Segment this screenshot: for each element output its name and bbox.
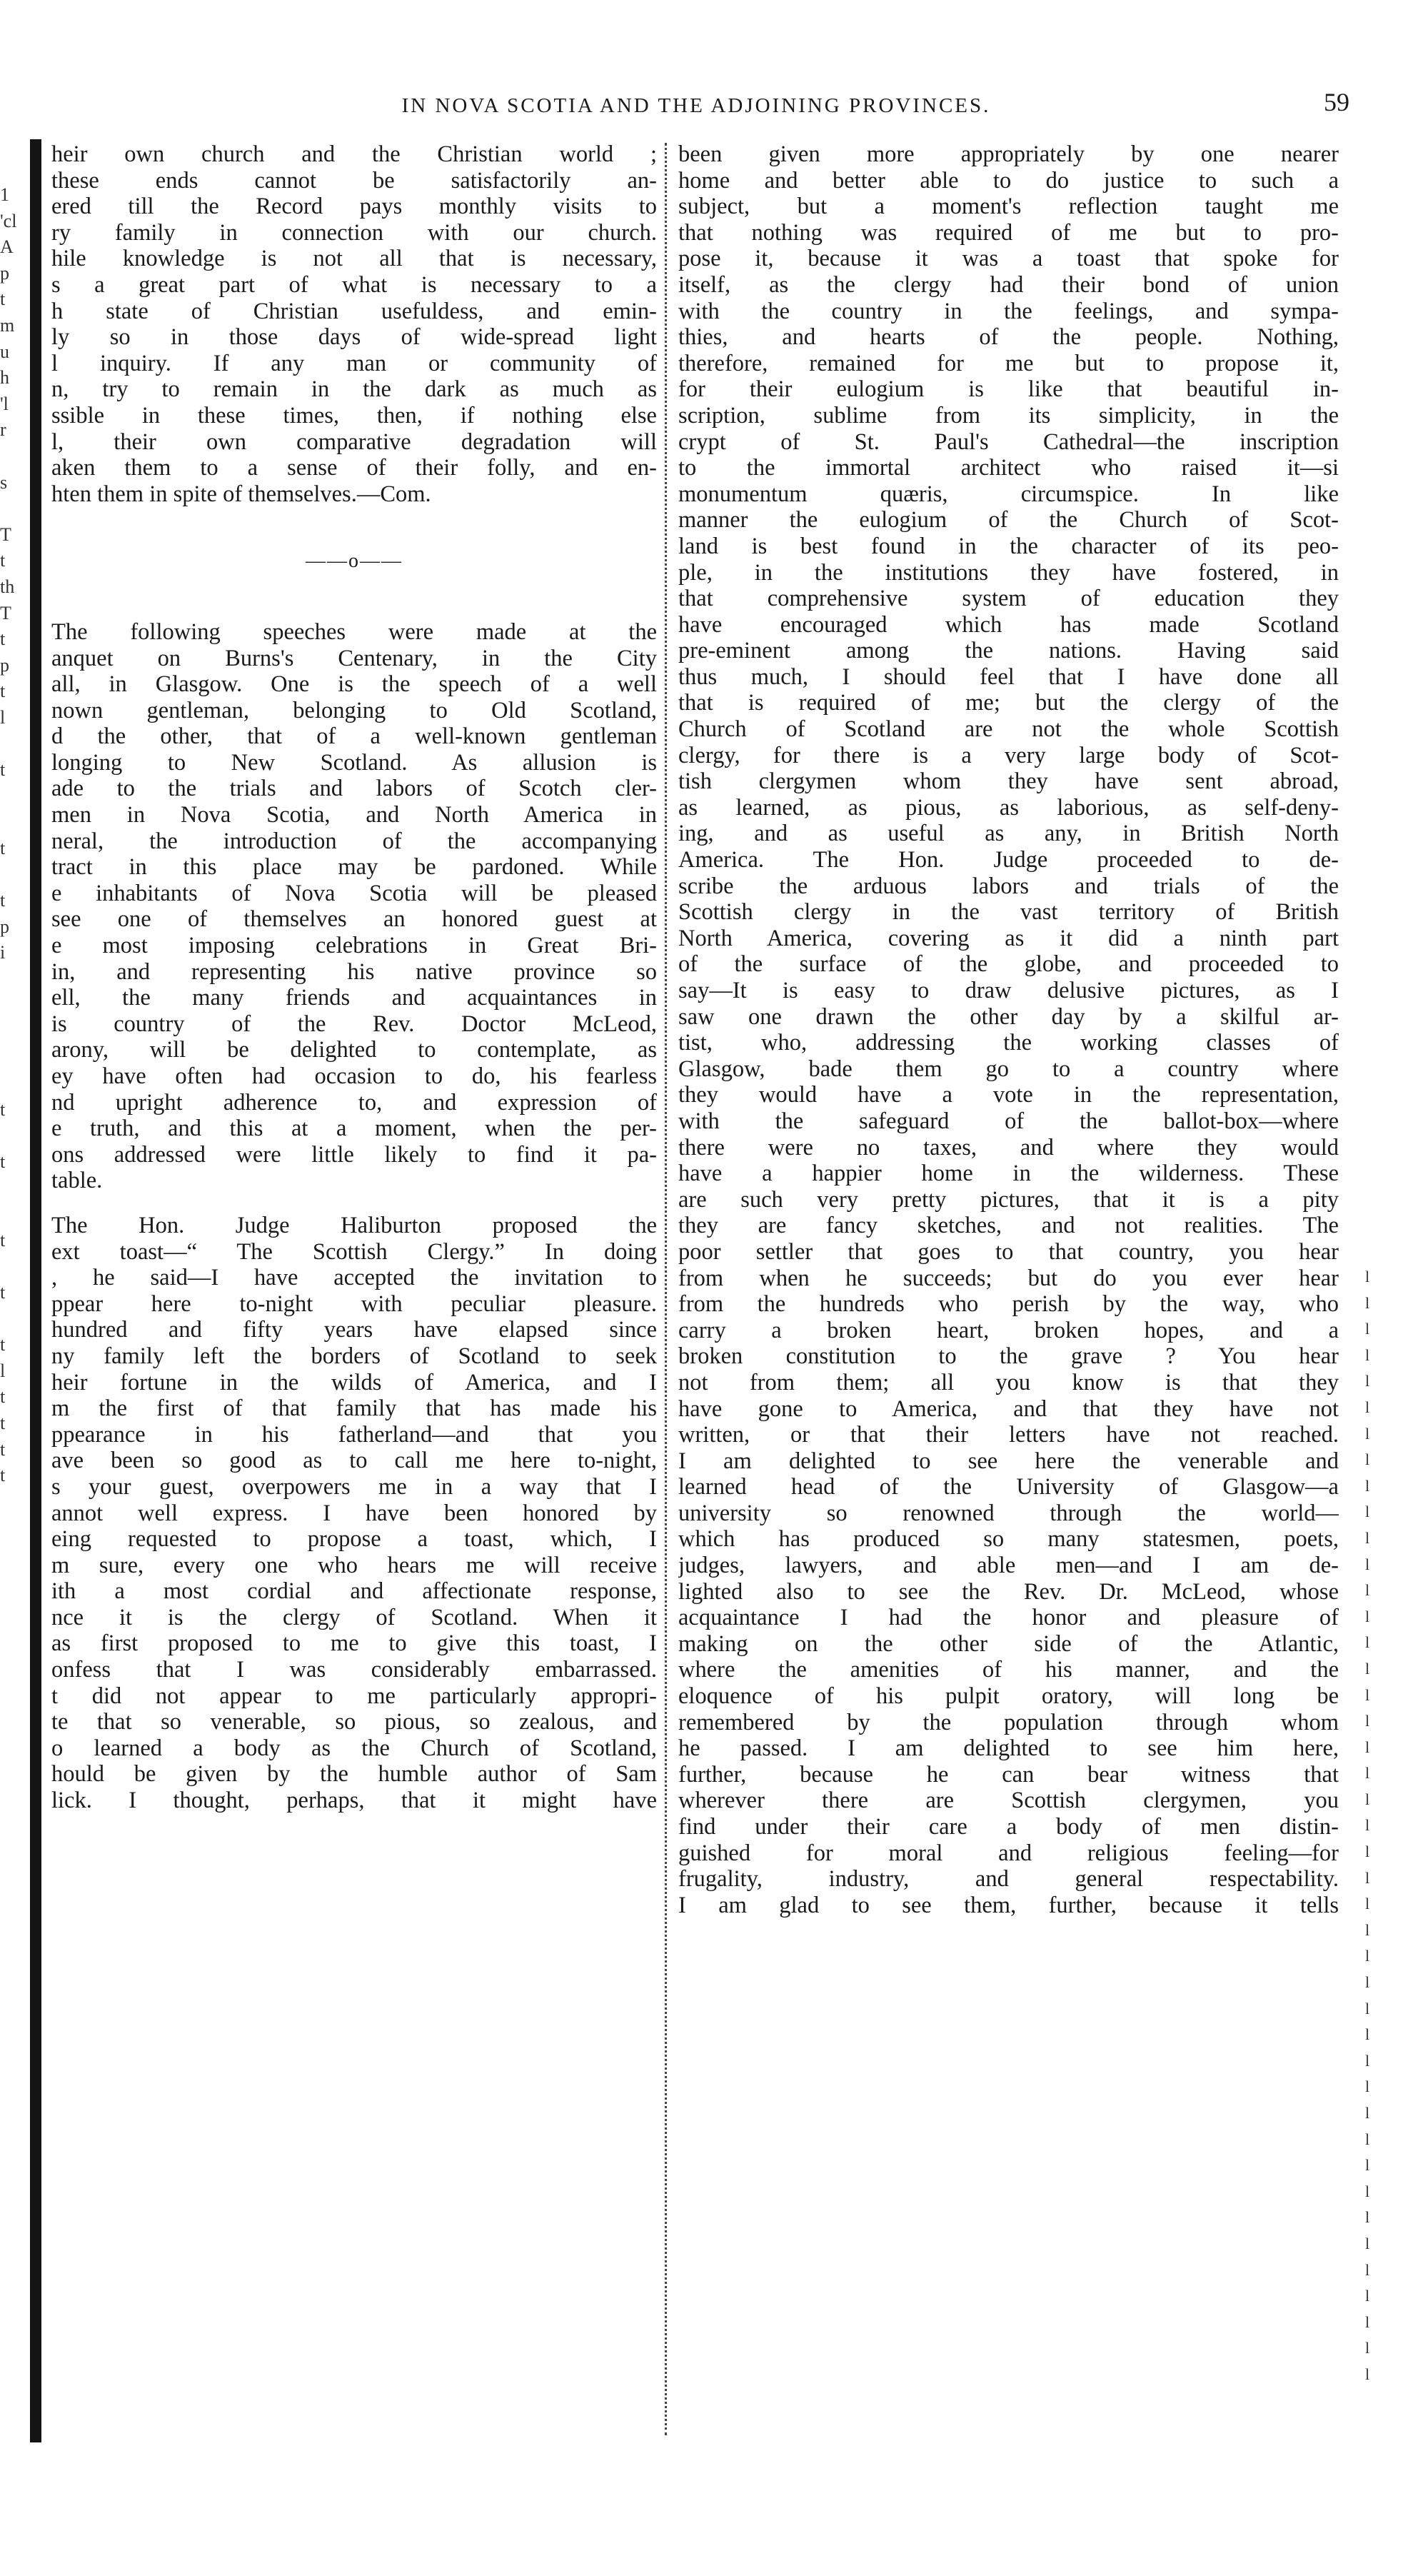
text-line: acquaintance I had the honor and pleasure of (678, 1605, 1339, 1631)
text-line: where the amenities of his manner, and the (678, 1657, 1339, 1683)
margin-fragment: 1 (0, 184, 9, 205)
text-line: are such very pretty pictures, that it is a pity (678, 1186, 1339, 1213)
margin-fragment (0, 1045, 29, 1071)
margin-fragment: l (1364, 1685, 1370, 1704)
text-line: university so renowned through the world— (678, 1500, 1339, 1526)
margin-fragment: l (1364, 1607, 1370, 1625)
margin-fragment: l (1364, 1268, 1370, 1286)
margin-fragment (0, 783, 29, 810)
margin-fragment: 'cl (0, 210, 17, 231)
text-line: e most imposing celebrations in Great Bri- (51, 933, 657, 959)
margin-fragment: t (0, 628, 6, 650)
text-line: to the immortal architect who raised it—si (678, 455, 1339, 481)
text-line: that nothing was required of me but to pro- (678, 219, 1339, 246)
text-line: eing requested to propose a toast, which, I (51, 1526, 657, 1553)
text-line: m the first of that family that has made his (51, 1395, 657, 1422)
margin-fragment (0, 1489, 29, 1515)
text-line: have encouraged which has made Scotland (678, 611, 1339, 638)
text-line: ell, the many friends and acquaintances in (51, 985, 657, 1011)
margin-fragment (0, 1201, 29, 1228)
margin-fragment: l (1364, 1581, 1370, 1600)
text-line: ith a most cordial and affectionate response, (51, 1578, 657, 1605)
text-line: nd upright adherence to, and expression of (51, 1089, 657, 1116)
text-line: , he said—I have accepted the invitation to (51, 1265, 657, 1291)
text-line: I am delighted to see here the venerable and (678, 1448, 1339, 1474)
margin-fragment: l (1364, 1398, 1370, 1416)
text-line: onfess that I was considerably embarrassed. (51, 1657, 657, 1683)
margin-fragment: l (1364, 1999, 1370, 2018)
text-line: anquet on Burns's Centenary, in the City (51, 645, 657, 671)
margin-fragment: l (1364, 2287, 1370, 2305)
text-line: therefore, remained for me but to propose it, (678, 350, 1339, 376)
margin-fragment: p (0, 262, 9, 284)
text-line: hile knowledge is not all that is necessary, (51, 246, 657, 272)
margin-fragment: t (0, 1412, 6, 1433)
text-line: see one of themselves an honored guest at (51, 906, 657, 933)
text-line: he passed. I am delighted to see him here, (678, 1735, 1339, 1762)
right-margin-fragments (1353, 1264, 1382, 2407)
text-line: monumentum quæris, circumspice. In like (678, 481, 1339, 507)
margin-fragment: l (1364, 2365, 1370, 2383)
text-line: crypt of St. Paul's Cathedral—the inscription (678, 429, 1339, 455)
margin-fragment: l (1364, 1450, 1370, 1469)
binding-shadow (30, 139, 41, 2442)
text-line: nown gentleman, belonging to Old Scotland, (51, 697, 657, 723)
margin-fragment: l (0, 706, 6, 728)
text-line: te that so venerable, so pious, so zealous, and (51, 1709, 657, 1735)
text-line: ppear here to-night with peculiar pleasure. (51, 1290, 657, 1317)
margin-fragment (0, 1176, 29, 1202)
text-line: find under their care a body of men distin- (678, 1814, 1339, 1840)
text-line: remembered by the population through whom (678, 1709, 1339, 1735)
margin-fragment: t (0, 681, 6, 702)
margin-fragment: l (1364, 2051, 1370, 2070)
text-line: ly so in those days of wide-spread light (51, 324, 657, 351)
text-line: as first proposed to me to give this toast, I (51, 1630, 657, 1657)
text-line: say—It is easy to draw delusive pictures, as I (678, 978, 1339, 1003)
text-line: m sure, every one who hears me will receive (51, 1552, 657, 1578)
margin-fragment (0, 809, 29, 836)
text-line: written, or that their letters have not reached. (678, 1422, 1339, 1448)
margin-fragment: l (1364, 2208, 1370, 2227)
margin-fragment: l (1364, 1345, 1370, 1364)
margin-fragment: l (1364, 1920, 1370, 1939)
margin-fragment: l (1364, 1476, 1370, 1495)
margin-fragment (0, 861, 29, 888)
text-line: hould be given by the humble author of Sam (51, 1761, 657, 1788)
text-line: l, their own comparative degradation will (51, 429, 657, 455)
text-line: ey have often had occasion to do, his fearless (51, 1063, 657, 1089)
margin-fragment: t (0, 1151, 6, 1172)
margin-fragment: l (1364, 2156, 1370, 2175)
text-line: scription, sublime from its simplicity, in the (678, 402, 1339, 429)
text-line: that is required of me; but the clergy of the (678, 690, 1339, 716)
text-line: which has produced so many statesmen, poets, (678, 1526, 1339, 1553)
text-line: subject, but a moment's reflection taught me (678, 194, 1339, 220)
margin-fragment (0, 443, 29, 470)
text-line: The following speeches were made at the (51, 618, 657, 645)
margin-fragment: l (1364, 1293, 1370, 1312)
text-line: t did not appear to me particularly appropri- (51, 1683, 657, 1709)
margin-fragment: t (0, 837, 6, 858)
text-line: frugality, industry, and general respectability. (678, 1866, 1339, 1893)
text-line: ing, and as useful as any, in British North (678, 821, 1339, 847)
text-line: Church of Scotland are not the whole Scottish (678, 716, 1339, 743)
text-line: hundred and fifty years have elapsed since (51, 1317, 657, 1343)
text-line: ry family in connection with our church. (51, 219, 657, 246)
text-line: that comprehensive system of education they (678, 586, 1339, 612)
margin-fragment (0, 1515, 29, 1541)
text-line: aken them to a sense of their folly, and en- (51, 455, 657, 481)
text-line: thus much, I should feel that I have done all (678, 663, 1339, 690)
text-line: e truth, and this at a moment, when the per- (51, 1116, 657, 1142)
text-line: d the other, that of a well-known gentleman (51, 723, 657, 750)
page-number: 59 (1324, 88, 1349, 116)
column-divider (665, 143, 667, 2435)
margin-fragment: l (1364, 1528, 1370, 1547)
margin-fragment: A (0, 236, 14, 258)
text-line: pre-eminent among the nations. Having said (678, 638, 1339, 664)
margin-fragment: t (0, 1438, 6, 1460)
margin-fragment: T (0, 602, 11, 623)
margin-fragment: l (1364, 1764, 1370, 1783)
text-line: they are fancy sketches, and not realities. The (678, 1213, 1339, 1239)
margin-fragment: l (1364, 1424, 1370, 1443)
margin-fragment: r (0, 419, 6, 441)
text-line: longing to New Scotland. As allusion is (51, 749, 657, 776)
margin-fragment: u (0, 341, 9, 362)
text-line: tish clergymen whom they have sent abroad, (678, 768, 1339, 795)
text-line: of the surface of the globe, and proceeded to (678, 951, 1339, 978)
text-line: have a happier home in the wilderness. These (678, 1161, 1339, 1187)
text-line: making on the other side of the Atlantic, (678, 1630, 1339, 1657)
text-line: neral, the introduction of the accompanying (51, 828, 657, 854)
text-line: Glasgow, bade them go to a country where (678, 1056, 1339, 1082)
margin-fragment: l (1364, 1947, 1370, 1965)
right-column (678, 141, 1339, 2441)
text-line: saw one drawn the other day by a skilful ar- (678, 1003, 1339, 1030)
text-line: with the safeguard of the ballot-box—where (678, 1108, 1339, 1134)
margin-fragment: l (1364, 2130, 1370, 2148)
margin-fragment: l (1364, 2260, 1370, 2279)
paragraph-library-note (51, 141, 657, 507)
margin-fragment (0, 1253, 29, 1280)
margin-fragment (0, 992, 29, 1018)
text-line: for their eulogium is like that beautiful in- (678, 376, 1339, 403)
running-header (43, 84, 1349, 127)
margin-fragment (0, 1306, 29, 1333)
text-line: learned head of the University of Glasgow—a (678, 1474, 1339, 1500)
text-line: thies, and hearts of the people. Nothing, (678, 324, 1339, 351)
margin-fragment: l (1364, 1555, 1370, 1573)
margin-fragment: t (0, 890, 6, 911)
margin-fragment: l (1364, 1790, 1370, 1808)
text-line: from the hundreds who perish by the way, who (678, 1291, 1339, 1318)
margin-fragment: t (0, 1281, 6, 1303)
margin-fragment: t (0, 1229, 6, 1251)
text-line: further, because he can bear witness that (678, 1761, 1339, 1788)
margin-fragment: l (1364, 2182, 1370, 2200)
margin-fragment: l (1364, 1738, 1370, 1756)
margin-fragment: l (1364, 1372, 1370, 1390)
margin-fragment (0, 1123, 29, 1149)
margin-fragment: l (1364, 2104, 1370, 2122)
text-line: annot well express. I have been honored by (51, 1500, 657, 1526)
margin-fragment: l (1364, 1659, 1370, 1678)
margin-fragment: t (0, 1098, 6, 1120)
margin-fragment: th (0, 576, 15, 597)
margin-fragment: l (1364, 1895, 1370, 1913)
margin-fragment (0, 966, 29, 993)
header-title: IN NOVA SCOTIA AND THE ADJOINING PROVINCES. (401, 94, 991, 117)
text-line: there were no taxes, and where they would (678, 1134, 1339, 1161)
margin-fragment: l (1364, 2078, 1370, 2096)
margin-fragment (0, 731, 29, 757)
text-line: itself, as the clergy had their bond of union (678, 271, 1339, 298)
left-margin-fragments (0, 182, 29, 1575)
margin-fragment: l (1364, 1973, 1370, 1992)
text-line: ade to the trials and labors of Scotch cler- (51, 776, 657, 802)
text-line: ext toast—“ The Scottish Clergy.” In doing (51, 1238, 657, 1265)
text-line: have gone to America, and that they have not (678, 1395, 1339, 1422)
text-line: h state of Christian usefuldess, and emin- (51, 298, 657, 324)
text-line: ppearance in his fatherland—and that you (51, 1421, 657, 1448)
text-line: as learned, as pious, as laborious, as self-deny- (678, 794, 1339, 821)
paragraph-burns-centenary-intro (51, 619, 657, 1194)
text-line: s a great part of what is necessary to a (51, 271, 657, 298)
text-line: with the country in the feelings, and sympa- (678, 298, 1339, 324)
text-line: America. The Hon. Judge proceeded to de- (678, 847, 1339, 873)
text-line: ave been so good as to call me here to-night, (51, 1448, 657, 1474)
text-line: been given more appropriately by one nearer (678, 141, 1339, 167)
margin-fragment: l (0, 1360, 6, 1381)
text-line: they would have a vote in the representation, (678, 1082, 1339, 1108)
margin-fragment: l (1364, 2234, 1370, 2252)
text-line: pose it, because it was a toast that spoke for (678, 246, 1339, 272)
text-line: e inhabitants of Nova Scotia will be pleased (51, 880, 657, 906)
text-line: l inquiry. If any man or community of (51, 350, 657, 376)
margin-fragment: l (1364, 2025, 1370, 2044)
text-line: n, try to remain in the dark as much as (51, 376, 657, 403)
margin-fragment (0, 1071, 29, 1097)
paragraph-haliburton-speech-continued (678, 141, 1339, 1918)
margin-fragment: l (1364, 2312, 1370, 2331)
text-line: eloquence of his pulpit oratory, will long be (678, 1683, 1339, 1710)
text-line: hten them in spite of themselves.—Com. (51, 481, 431, 507)
text-line: home and better able to do justice to such a (678, 167, 1339, 194)
margin-fragment: l (1364, 1816, 1370, 1835)
text-line: judges, lawyers, and able men—and I am de- (678, 1553, 1339, 1579)
margin-fragment: t (0, 550, 6, 571)
margin-fragment: T (0, 523, 11, 545)
text-line: tract in this place may be pardoned. While (51, 854, 657, 881)
text-line: arony, will be delighted to contemplate, as (51, 1037, 657, 1063)
text-line: these ends cannot be satisfactorily an- (51, 167, 657, 194)
text-line: ple, in the institutions they have fostered, in (678, 559, 1339, 586)
text-line: wherever there are Scottish clergymen, you (678, 1788, 1339, 1814)
section-ornament: ——o—— (306, 550, 403, 573)
text-line: guished for moral and religious feeling—for (678, 1840, 1339, 1866)
margin-fragment: s (0, 471, 8, 493)
margin-fragment: p (0, 654, 9, 676)
text-line: ssible in these times, then, if nothing else (51, 402, 657, 429)
text-line: North America, covering as it did a ninth part (678, 925, 1339, 951)
text-line: o learned a body as the Church of Scotland, (51, 1735, 657, 1761)
text-line: scribe the arduous labors and trials of the (678, 873, 1339, 899)
margin-fragment: l (1364, 1320, 1370, 1338)
margin-fragment: i (0, 942, 6, 963)
paragraph-haliburton-speech (51, 1213, 657, 1814)
text-line: ons addressed were little likely to find it pa- (51, 1141, 657, 1168)
margin-fragment: p (0, 916, 9, 937)
text-line: from when he succeeds; but do you ever hear (678, 1265, 1339, 1291)
margin-fragment: l (1364, 1633, 1370, 1652)
text-line: heir fortune in the wilds of America, and I (51, 1369, 657, 1395)
margin-fragment: l (1364, 1843, 1370, 1861)
margin-fragment: l (1364, 1868, 1370, 1887)
text-line: carry a broken heart, broken hopes, and a (678, 1317, 1339, 1343)
margin-fragment (0, 1541, 29, 1568)
text-line: land is best found in the character of its peo- (678, 533, 1339, 559)
margin-fragment: m (0, 314, 15, 336)
text-line: manner the eulogium of the Church of Scot- (678, 507, 1339, 533)
text-line: men in Nova Scotia, and North America in (51, 802, 657, 828)
text-line: poor settler that goes to that country, you hear (678, 1238, 1339, 1265)
margin-fragment: 'l (0, 393, 9, 414)
margin-fragment (0, 1018, 29, 1045)
text-line: clergy, for there is a very large body of Scot- (678, 742, 1339, 768)
text-line: Scottish clergy in the vast territory of British (678, 899, 1339, 926)
text-line: lick. I thought, perhaps, that it might have (51, 1788, 657, 1814)
text-line: broken constitution to the grave ? You hear (678, 1343, 1339, 1370)
margin-fragment: h (0, 367, 9, 389)
text-line: s your guest, overpowers me in a way that I (51, 1473, 657, 1500)
text-line: I am glad to see them, further, because it tells (678, 1892, 1339, 1918)
margin-fragment: l (1364, 1503, 1370, 1521)
text-line: heir own church and the Christian world ; (51, 141, 657, 167)
margin-fragment: t (0, 1386, 6, 1408)
text-line: The Hon. Judge Haliburton proposed the (51, 1212, 657, 1238)
text-line: lighted also to see the Rev. Dr. McLeod, whose (678, 1578, 1339, 1605)
text-line: tist, who, addressing the working classes of (678, 1030, 1339, 1056)
margin-fragment: t (0, 1334, 6, 1355)
text-line: nce it is the clergy of Scotland. When it (51, 1604, 657, 1630)
margin-fragment: l (1364, 1712, 1370, 1730)
text-line: not from them; all you know is that they (678, 1369, 1339, 1395)
text-line: is country of the Rev. Doctor McLeod, (51, 1011, 657, 1037)
margin-fragment (0, 1567, 29, 1575)
margin-fragment: l (1364, 2339, 1370, 2357)
text-line: ny family left the borders of Scotland to seek (51, 1343, 657, 1369)
margin-fragment: t (0, 1465, 6, 1486)
text-line: in, and representing his native province so (51, 958, 657, 985)
margin-fragment: t (0, 759, 6, 781)
margin-fragment (0, 496, 29, 522)
margin-fragment: t (0, 289, 6, 310)
text-line: table. (51, 1168, 103, 1194)
text-line: all, in Glasgow. One is the speech of a well (51, 671, 657, 698)
left-column (51, 141, 657, 2441)
text-line: ered till the Record pays monthly visits to (51, 194, 657, 220)
